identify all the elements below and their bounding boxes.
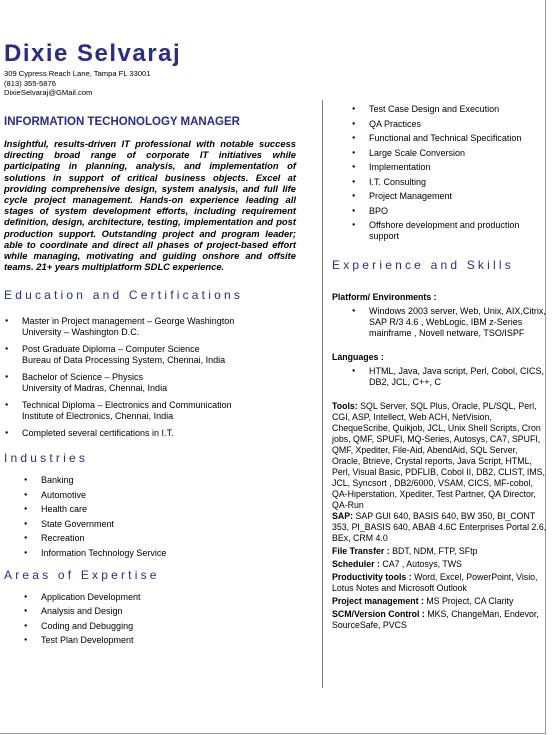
list-item: ● Information Technology Service bbox=[4, 548, 296, 559]
list-item: ● Project Management bbox=[332, 191, 547, 202]
list-item: ● Coding and Debugging bbox=[4, 621, 296, 632]
expertise-list-left bbox=[4, 592, 296, 647]
languages-label: Languages : bbox=[332, 352, 384, 362]
list-item: ● Implementation bbox=[332, 162, 547, 173]
productivity-entry: Productivity tools : Word, Excel, PowerPoint, Visio, Lotus Notes and Microsoft Outlook bbox=[332, 572, 538, 593]
list-item: ● Master in Project management – George Washington University – Washington D.C. bbox=[4, 316, 296, 338]
address: 309 Cypress Reach Lane, Tampa FL 33001 bbox=[4, 69, 151, 78]
phone: (813) 355-5876 bbox=[4, 78, 56, 88]
education-list bbox=[4, 316, 296, 439]
list-item: ● State Government bbox=[4, 519, 296, 530]
tools-entry: Tools: SQL Server, SQL Plus, Oracle, PL/SQL, Perl, CGI, ASP, Intellect, Web ACH, NetVision, ChequeScribe, Quikjob, JCL, Unix Shell Scripts, Cron jobs, QMF, SPUFI, MQ-Series, Autosys, CA7, SPUFI, QMF, Xpediter, File-Aid, AbendAid, SQL Server, Oracle, Btrieve, Crystal reports, Java Script, HTML, Perl, Visual Basic, PDFLIB, Cobol II, DB2, CLIST, IMS, JCL, Syncsort , DB2/6000, VSAM, CICS, MF-cobol, QA-Hiperstation, Xpediter, Test Partner, QA Director, QA-Run bbox=[332, 401, 545, 510]
list-item: ● Test Case Design and Execution bbox=[332, 104, 547, 115]
list-item: ● Application Development bbox=[4, 592, 296, 603]
file-transfer-entry: File Transfer : BDT, NDM, FTP, SFtp bbox=[332, 546, 478, 556]
list-item: ● Windows 2003 server, Web, Unix, AIX,Citrix, SAP R/3 4.6 , WebLogic, IBM z-Series mainframe , Novell netware, TSO/ISPF bbox=[332, 306, 547, 339]
column-divider bbox=[322, 100, 323, 688]
list-item: ● Functional and Technical Specification bbox=[332, 133, 547, 144]
languages-list bbox=[332, 366, 547, 388]
list-item: ● Recreation bbox=[4, 533, 296, 544]
list-item: ● Test Plan Development bbox=[4, 635, 296, 646]
list-item: ● Analysis and Design bbox=[4, 606, 296, 617]
job-title: INFORMATION TECHONOLOGY MANAGER bbox=[4, 116, 240, 128]
contact-block bbox=[4, 69, 150, 98]
list-item: ● QA Practices bbox=[332, 119, 547, 130]
scm-entry: SCM/Version Control : MKS, ChangeMan, Endevor, SourceSafe, PVCS bbox=[332, 609, 539, 630]
list-item: ● Technical Diploma – Electronics and Communication Institute of Electronics, Chennai, India bbox=[4, 400, 296, 422]
industries-heading: Industries bbox=[4, 451, 89, 466]
left-column bbox=[4, 116, 296, 650]
sap-entry: SAP: SAP GUI 640, BASIS 640, BW 350, BI_CONT 353, PI_BASIS 640, ABAB 4.6C Enterprises Portal 2.6, BEx, CRM 4.0 bbox=[332, 511, 547, 543]
platform-label: Platform/ Environments : bbox=[332, 292, 437, 302]
skills-heading: Experience and Skills bbox=[332, 258, 514, 272]
platform-list bbox=[332, 306, 547, 339]
expertise-heading: Areas of Expertise bbox=[4, 567, 160, 582]
summary: Insightful, results-driven IT professional with notable success directing broad range of corporate IT initiatives while participating in planning, analysis, and implementation of solutions in support of critical business objects. Excel at providing comprehensive design, system analysis, and full life cycle project management. Hands-on experience leading all stages of system development efforts, including requirement definition, design, architecture, testing, implementation and post production support. Outstanding project and program leader; able to coordinate and direct all phases of project-based effort while managing, motivating and guiding onshore and offsite teams. 21+ years multiplatform SDLC experience. bbox=[4, 138, 296, 273]
expertise-list-right bbox=[332, 104, 547, 242]
list-item: ● Large Scale Conversion bbox=[332, 148, 547, 159]
list-item: ● Completed several certifications in I.T. bbox=[4, 428, 296, 439]
list-item: ● Post Graduate Diploma – Computer Science Bureau of Data Processing System, Chennai, India bbox=[4, 344, 296, 366]
list-item: ● Health care bbox=[4, 504, 296, 515]
industries-list bbox=[4, 475, 296, 559]
education-heading: Education and Certifications bbox=[4, 288, 244, 303]
project-management-entry: Project management : MS Project, CA Clarity bbox=[332, 596, 514, 606]
right-column bbox=[332, 104, 547, 631]
list-item: ● Banking bbox=[4, 475, 296, 486]
list-item: ● Offshore development and production support bbox=[332, 220, 547, 242]
list-item: ● BPO bbox=[332, 206, 547, 217]
email: DixieSelvaraj@GMail.com bbox=[4, 88, 93, 97]
list-item: ● I.T. Consulting bbox=[332, 177, 547, 188]
scheduler-entry: Scheduler : CA7 , Autosys, TWS bbox=[332, 559, 462, 569]
list-item: ● Automotive bbox=[4, 490, 296, 501]
list-item: ● Bachelor of Science – Physics University of Madras, Chennai, India bbox=[4, 372, 296, 394]
list-item: ● HTML, Java, Java script, Perl, Cobol, CICS, DB2, JCL, C++, C bbox=[332, 366, 547, 388]
candidate-name: Dixie Selvaraj bbox=[4, 40, 182, 67]
